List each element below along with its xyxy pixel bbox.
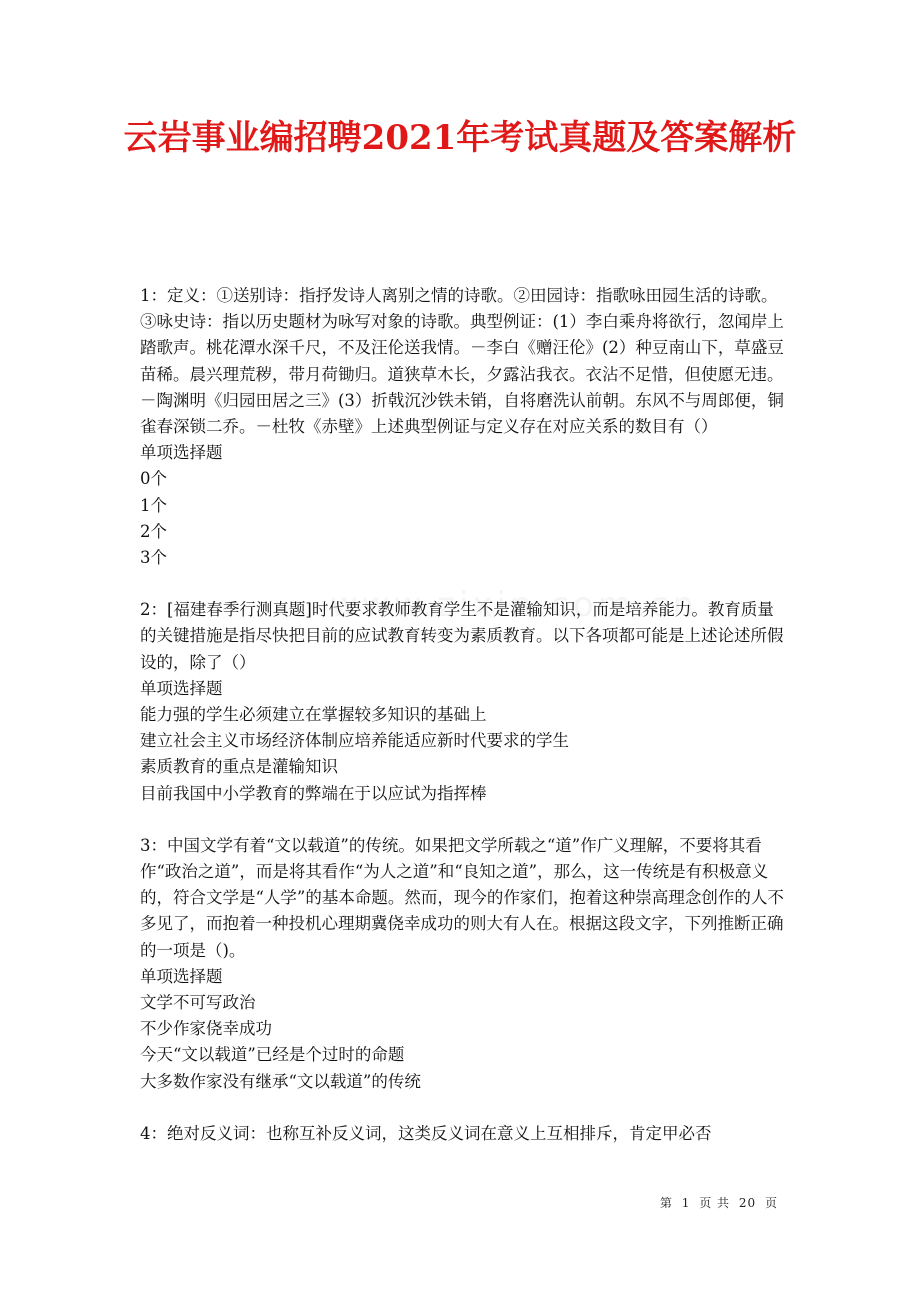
option-d: 大多数作家没有继承“文以载道”的传统: [140, 1071, 421, 1091]
option-a: 能力强的学生必须建立在掌握较多知识的基础上: [140, 705, 487, 725]
question-4: [140, 1121, 785, 1147]
footer-page-number: 1: [681, 1196, 691, 1210]
option-b: 建立社会主义市场经济体制应培养能适应新时代要求的学生: [140, 731, 569, 751]
question-type: 单项选择题: [140, 443, 223, 463]
option-b: 不少作家侥幸成功: [140, 1019, 272, 1039]
question-1: [140, 283, 785, 571]
footer-prefix: 第: [659, 1196, 673, 1210]
option-a: 0个: [140, 469, 167, 489]
question-stem: 3：中国文学有着“文以载道”的传统。如果把文学所载之“道”作广义理解，不要将其看作“政治之道”，而是将其看作“为人之道”和“良知之道”，那么，这一传统是有积极意义的，符合文学是“人学”的基本命题。然而，现今的作家们，抱着这种崇高理念创作的人不多见了，而抱着一种投机心理期冀侥幸成功的则大有人在。根据这段文字，下列推断正确的一项是（)。: [140, 835, 784, 960]
question-stem: 1：定义：①送别诗：指抒发诗人离别之情的诗歌。②田园诗：指歌咏田园生活的诗歌。③咏史诗：指以历史题材为咏写对象的诗歌。典型例证：(1）李白乘舟将欲行，忽闻岸上踏歌声。桃花潭水深千尺，不及汪伦送我情。－李白《赠汪伦》(2）种豆南山下，草盛豆苗稀。晨兴理荒秽，带月荷锄归。道狭草木长，夕露沾我衣。衣沾不足惜，但使愿无违。－陶渊明《归园田居之三》(3）折戟沉沙铁未销，自将磨洗认前朝。东风不与周郎便，铜雀春深锁二乔。－杜牧《赤壁》上述典型例证与定义存在对应关系的数目有（）: [140, 286, 784, 437]
option-d: 3个: [140, 548, 167, 568]
question-list: [140, 283, 785, 1173]
option-c: 今天“文以载道”已经是个过时的命题: [140, 1045, 405, 1065]
question-stem: 4：绝对反义词：也称互补反义词，这类反义词在意义上互相排斥，肯定甲必否: [140, 1123, 712, 1143]
page-footer: [658, 1194, 780, 1211]
question-2: [140, 597, 785, 807]
question-type: 单项选择题: [140, 678, 223, 698]
document-title: 云岩事业编招聘2021年考试真题及答案解析: [123, 118, 797, 158]
question-3: [140, 833, 785, 1095]
option-c: 2个: [140, 521, 167, 541]
option-c: 素质教育的重点是灌输知识: [140, 757, 338, 777]
option-a: 文学不可写政治: [140, 993, 256, 1013]
footer-mid: 页 共: [699, 1196, 731, 1210]
question-stem: 2：[福建春季行测真题]时代要求教师教育学生不是灌输知识，而是培养能力。教育质量的关键措施是指尽快把目前的应试教育转变为素质教育。以下各项都可能是上述论述所假设的，除了（）: [140, 600, 784, 672]
footer-total-pages: 20: [738, 1196, 757, 1210]
question-type: 单项选择题: [140, 966, 223, 986]
footer-suffix: 页: [764, 1196, 778, 1210]
option-d: 目前我国中小学教育的弊端在于以应试为指挥棒: [140, 783, 487, 803]
option-b: 1个: [140, 495, 167, 515]
